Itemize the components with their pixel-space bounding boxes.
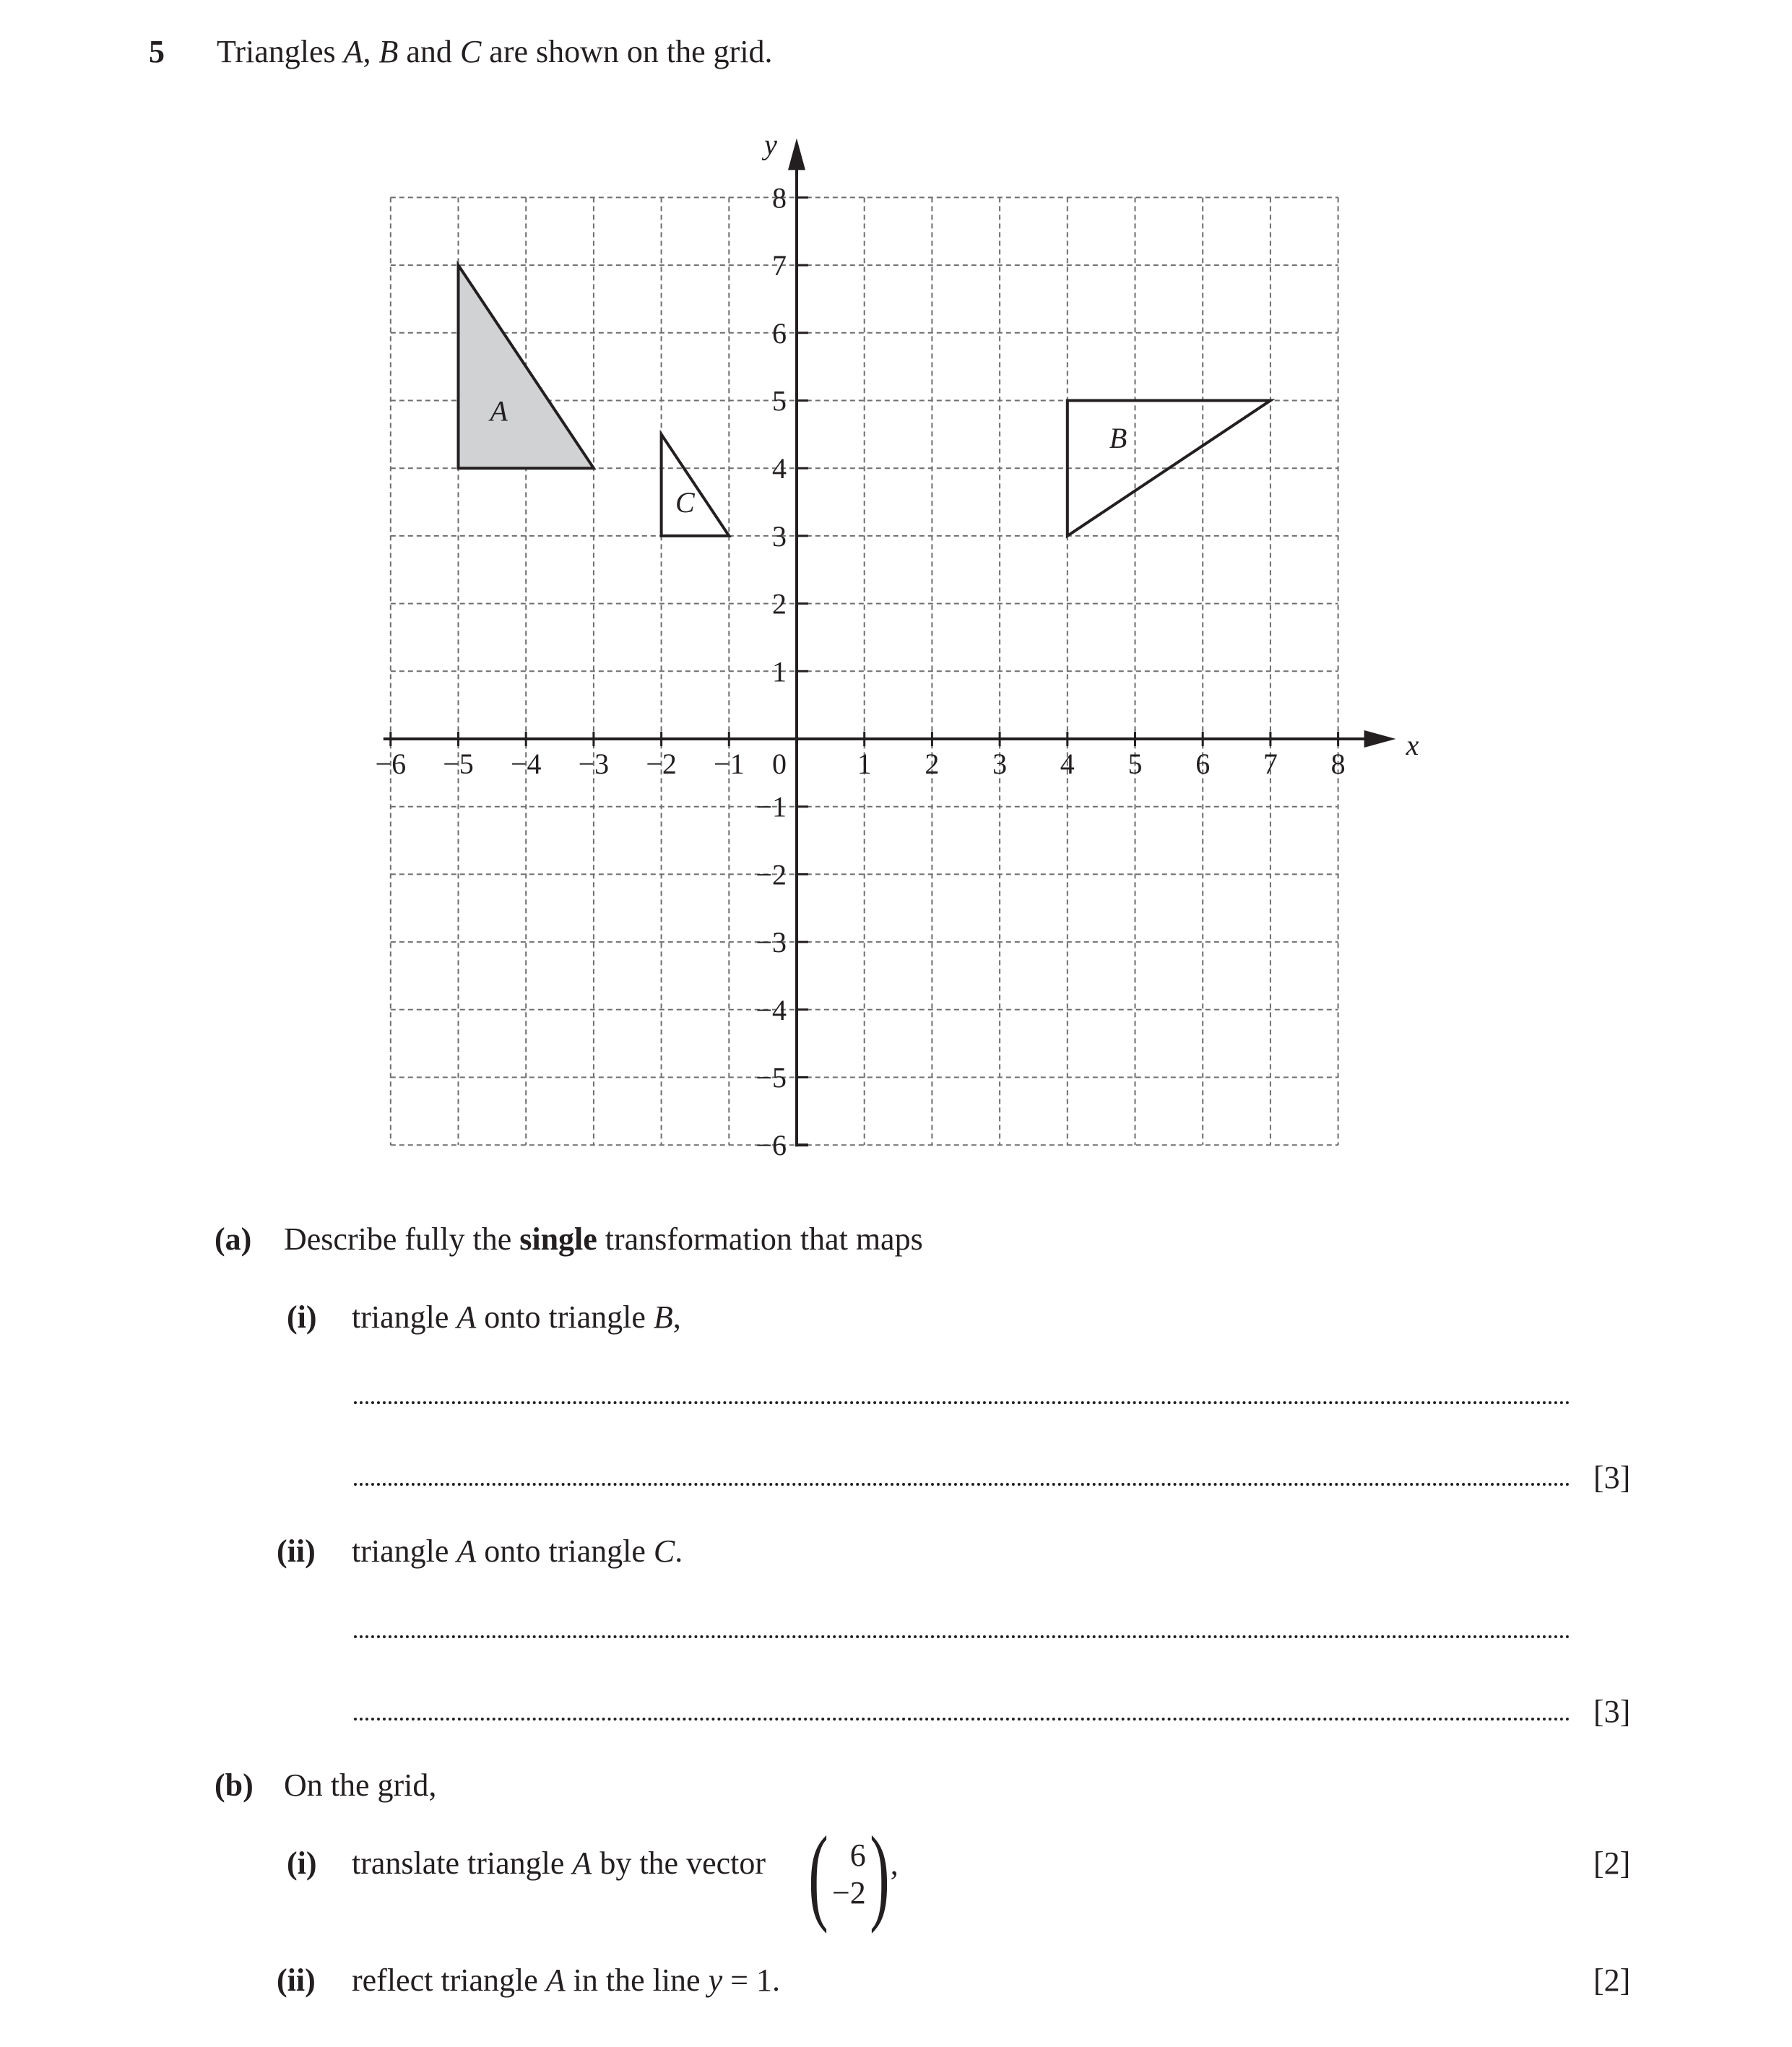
vector-close-paren: ) (870, 1814, 890, 1934)
y-tick-label: 5 (772, 384, 787, 417)
x-tick-label: 4 (1060, 748, 1075, 780)
y-tick-label: 6 (772, 316, 787, 350)
part-b-i-text (352, 1845, 766, 1882)
y-tick-label: 1 (772, 655, 787, 688)
label-a: A (545, 1962, 566, 1998)
intro-text: are shown on the grid. (481, 34, 773, 69)
marks-a-i: [3] (1593, 1460, 1631, 1495)
x-tick-label: 3 (992, 748, 1008, 780)
intro-label-c: C (459, 34, 482, 69)
x-tick-label: −1 (714, 748, 745, 780)
part-a-label: (a) (215, 1221, 252, 1257)
intro-text: Triangles (217, 34, 344, 69)
y-tick-label: 4 (772, 452, 787, 485)
text: onto triangle (476, 1533, 654, 1569)
triangle-c (662, 434, 730, 536)
x-tick-label: 0 (772, 748, 787, 780)
x-tick-label: 5 (1127, 748, 1143, 780)
triangle-b (1068, 401, 1271, 536)
text: reflect triangle (352, 1962, 546, 1998)
y-tick-label: −6 (756, 1129, 787, 1162)
x-tick-label: 7 (1263, 748, 1278, 780)
part-a-ii-text (352, 1533, 683, 1570)
part-b-ii-text (352, 1962, 780, 1999)
y-tick-label: 2 (772, 587, 787, 620)
text: triangle (352, 1533, 457, 1569)
y-tick-label: −1 (756, 790, 787, 823)
answer-line[interactable] (354, 1401, 1570, 1404)
marks-b-i: [2] (1593, 1845, 1631, 1881)
triangle-label-c: C (675, 486, 695, 519)
y-tick-label: −4 (756, 993, 787, 1026)
label-a: A (456, 1533, 477, 1569)
vector-comma: , (890, 1845, 899, 1882)
y-axis-arrow (788, 138, 805, 170)
y-tick-label: 7 (772, 249, 787, 282)
question-number: 5 (149, 34, 165, 69)
y-tick-label: −3 (756, 926, 787, 959)
tick-labels (376, 128, 1419, 1161)
triangle-label-b: B (1109, 422, 1127, 455)
y-tick-label: −5 (756, 1061, 787, 1094)
answer-line[interactable] (354, 1635, 1570, 1638)
part-a-text-2: transformation that maps (597, 1221, 923, 1257)
x-tick-label: 1 (857, 748, 872, 780)
x-tick-label: −4 (510, 748, 542, 780)
part-b-ii-label: (ii) (277, 1962, 316, 1998)
label-c: C (653, 1533, 675, 1569)
grid-lines (391, 197, 1338, 1145)
intro-label-b: B (378, 34, 399, 69)
x-tick-label: −6 (375, 748, 407, 780)
text: translate triangle (352, 1845, 573, 1881)
vector-top: 6 (849, 1838, 866, 1873)
text: onto triangle (476, 1299, 654, 1335)
marks-b-ii: [2] (1593, 1962, 1631, 1998)
x-tick-label: 6 (1195, 748, 1211, 780)
text: = 1. (722, 1962, 780, 1998)
part-a-i-label: (i) (287, 1299, 317, 1335)
x-axis-arrow (1364, 730, 1396, 748)
y-tick-label: 3 (772, 519, 787, 553)
part-b-i-label: (i) (287, 1845, 317, 1881)
part-b-text: On the grid, (284, 1767, 437, 1803)
x-tick-label: −2 (646, 748, 677, 780)
marks-a-ii: [3] (1593, 1694, 1631, 1729)
text: . (675, 1533, 683, 1569)
answer-line[interactable] (354, 1483, 1570, 1486)
x-tick-label: −5 (443, 748, 474, 780)
text: in the line (565, 1962, 709, 1998)
vector-open-paren: ( (808, 1814, 828, 1934)
part-a-i-text (352, 1299, 681, 1336)
text: , (672, 1299, 681, 1335)
label-a: A (456, 1299, 477, 1335)
label-a: A (572, 1845, 592, 1881)
axes (384, 138, 1396, 1146)
translation-vector (800, 1814, 899, 1934)
label-y: y (708, 1962, 723, 1998)
intro-text: , (363, 34, 379, 69)
x-tick-label: 2 (925, 748, 940, 780)
y-tick-label: −2 (756, 858, 787, 891)
vector-column (832, 1837, 866, 1912)
text: by the vector (592, 1845, 766, 1881)
part-a-ii-label: (ii) (277, 1533, 316, 1569)
x-axis-label: x (1406, 729, 1419, 761)
x-tick-label: −3 (578, 748, 610, 780)
intro-label-a: A (343, 34, 363, 69)
x-tick-label: 8 (1330, 748, 1346, 780)
label-b: B (653, 1299, 673, 1335)
y-tick-label: 8 (772, 181, 787, 215)
answer-line[interactable] (354, 1718, 1570, 1721)
part-a-text-bold: single (519, 1221, 597, 1257)
vector-bottom: −2 (831, 1875, 866, 1910)
text: triangle (352, 1299, 457, 1335)
intro-text: and (398, 34, 460, 69)
part-a-text (284, 1221, 923, 1258)
triangle-label-a: A (490, 394, 508, 428)
part-b-label: (b) (215, 1767, 254, 1803)
y-axis-label: y (764, 128, 777, 161)
part-a-text-1: Describe fully the (284, 1221, 520, 1257)
